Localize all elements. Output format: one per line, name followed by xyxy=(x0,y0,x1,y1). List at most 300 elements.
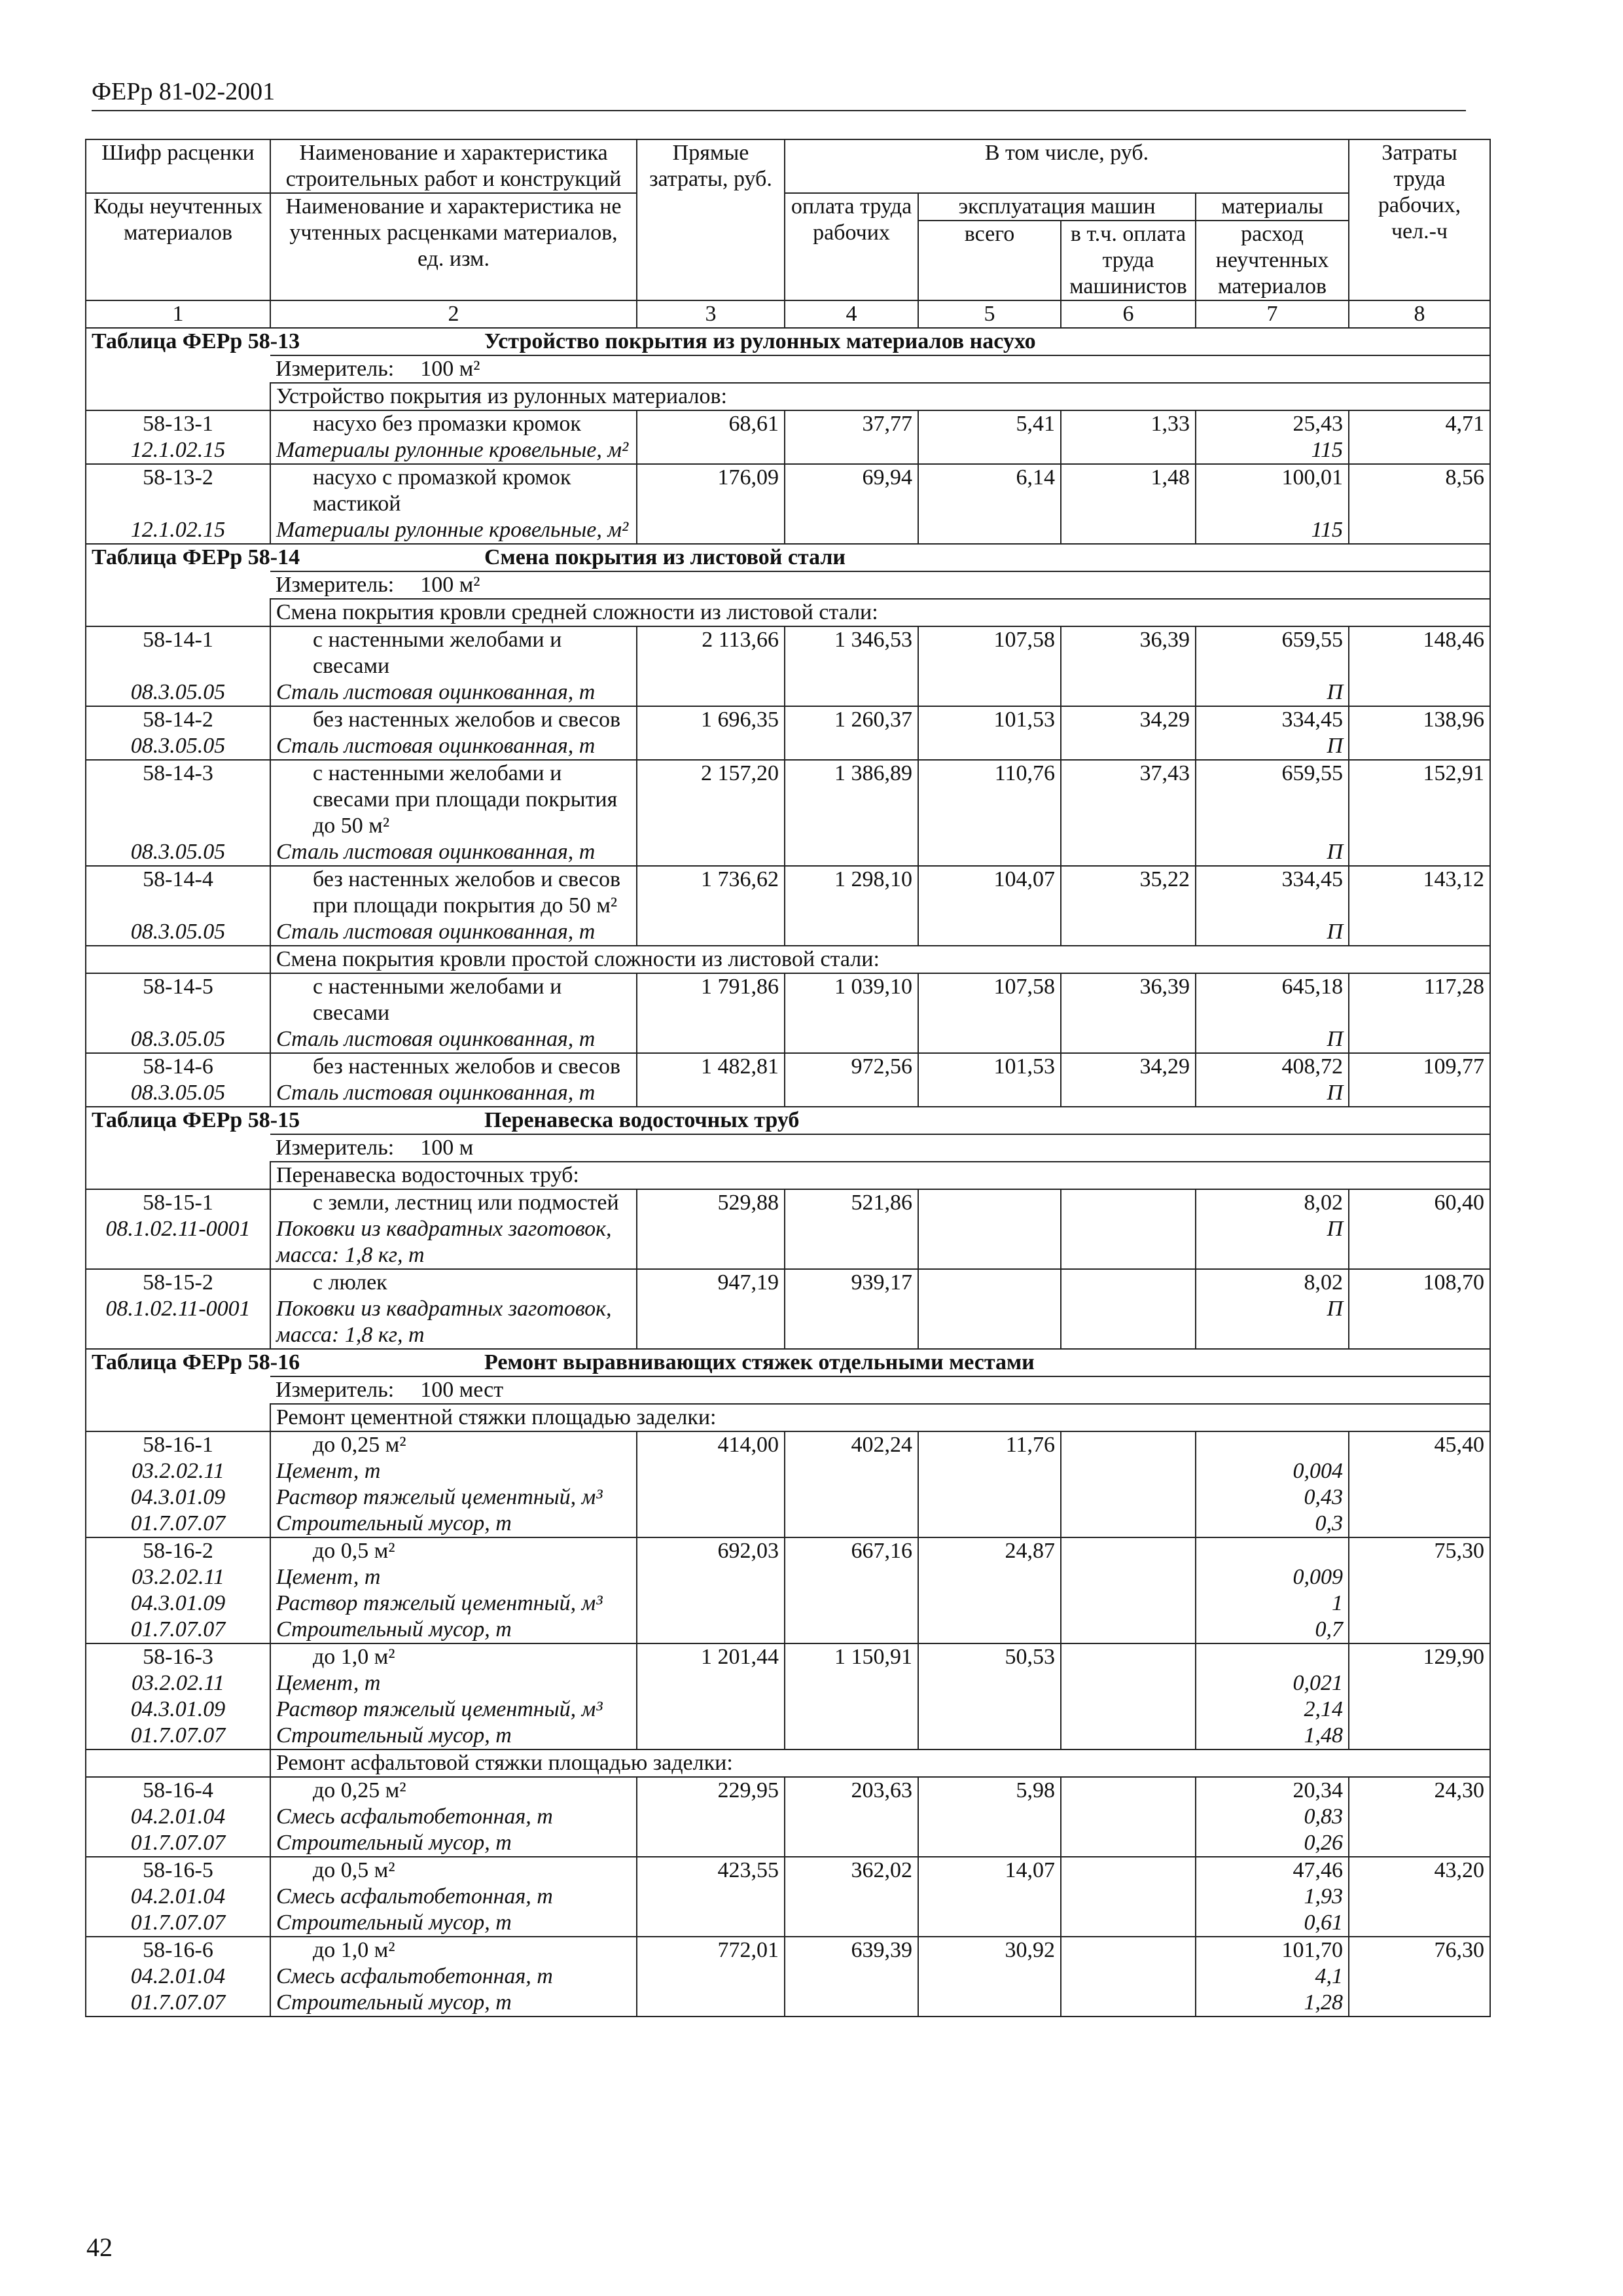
table-row xyxy=(86,1053,1490,1080)
empty-cell xyxy=(1349,1296,1490,1349)
empty-cell xyxy=(918,1564,1061,1590)
material-name: Сталь листовая оцинкованная, т xyxy=(270,679,637,706)
empty-cell xyxy=(1061,839,1196,866)
empty-cell xyxy=(918,1026,1061,1053)
material-amount: 0,3 xyxy=(1196,1511,1349,1537)
value-c7 xyxy=(1196,1537,1349,1564)
material-row xyxy=(86,1804,1490,1830)
table-title xyxy=(86,1349,1490,1376)
empty-cell xyxy=(918,679,1061,706)
empty-cell xyxy=(1349,1696,1490,1723)
value-c4: 1 039,10 xyxy=(785,973,918,1026)
empty-cell xyxy=(637,517,785,544)
empty-cell xyxy=(637,1484,785,1511)
empty-cell xyxy=(785,1484,918,1511)
material-name: Сталь листовая оцинкованная, т xyxy=(270,733,637,760)
material-code: 04.3.01.09 xyxy=(86,1696,270,1723)
material-row xyxy=(86,1990,1490,2017)
value-c5: 107,58 xyxy=(918,973,1061,1026)
value-c7: 408,72 xyxy=(1196,1053,1349,1080)
material-amount: 115 xyxy=(1196,437,1349,464)
material-amount: 1,48 xyxy=(1196,1723,1349,1749)
material-code: 03.2.02.11 xyxy=(86,1458,270,1484)
empty-cell xyxy=(637,1296,785,1349)
rate-name: насухо без промазки кромок xyxy=(270,410,637,437)
empty-cell xyxy=(785,1590,918,1617)
table-row xyxy=(86,706,1490,733)
value-c7: 8,02 xyxy=(1196,1189,1349,1216)
material-name: Смесь асфальтобетонная, т xyxy=(270,1804,637,1830)
empty-cell xyxy=(1349,437,1490,464)
header-rule xyxy=(92,110,1466,111)
value-c3: 176,09 xyxy=(637,464,785,517)
material-amount: 0,004 xyxy=(1196,1458,1349,1484)
empty-cell xyxy=(785,1564,918,1590)
table-title-code: Таблица ФЕРр 58-16 xyxy=(92,1350,300,1374)
value-c5: 14,07 xyxy=(918,1857,1061,1884)
material-row xyxy=(86,1723,1490,1749)
value-c8: 75,30 xyxy=(1349,1537,1490,1564)
empty-cell xyxy=(1061,1026,1196,1053)
page-number: 42 xyxy=(86,2233,113,2262)
value-c3: 1 696,35 xyxy=(637,706,785,733)
empty-cell xyxy=(918,1990,1061,2017)
value-c4: 1 386,89 xyxy=(785,760,918,839)
empty-cell xyxy=(918,1804,1061,1830)
value-c6 xyxy=(1061,1537,1196,1564)
material-row xyxy=(86,919,1490,946)
material-name: Строительный мусор, т xyxy=(270,1511,637,1537)
col-num: 4 xyxy=(785,300,918,328)
empty-cell xyxy=(918,1696,1061,1723)
table-title-code: Таблица ФЕРр 58-14 xyxy=(92,545,300,569)
material-row xyxy=(86,1484,1490,1511)
value-c7: 47,46 xyxy=(1196,1857,1349,1884)
empty-cell xyxy=(1061,1830,1196,1857)
col4-head: оплата труда рабочих xyxy=(785,193,918,300)
value-c3: 2 113,66 xyxy=(637,626,785,679)
empty-cell xyxy=(918,1670,1061,1696)
material-code: 04.2.01.04 xyxy=(86,1884,270,1910)
empty-cell xyxy=(1061,1564,1196,1590)
value-c4: 1 260,37 xyxy=(785,706,918,733)
value-c4: 203,63 xyxy=(785,1777,918,1804)
value-c7: 645,18 xyxy=(1196,973,1349,1026)
empty-cell xyxy=(637,1564,785,1590)
rate-code: 58-16-2 xyxy=(86,1537,270,1564)
rate-name: насухо с промазкой кромок мастикой xyxy=(270,464,637,517)
empty-cell xyxy=(1061,1910,1196,1937)
empty-cell xyxy=(637,1804,785,1830)
material-code: 08.3.05.05 xyxy=(86,733,270,760)
empty-cell xyxy=(637,679,785,706)
measure-cell xyxy=(270,355,1490,383)
empty-cell xyxy=(1061,1990,1196,2017)
empty-cell xyxy=(1349,1564,1490,1590)
value-c5: 24,87 xyxy=(918,1537,1061,1564)
measure-value: 100 м² xyxy=(420,357,480,381)
measure-spacer xyxy=(86,571,270,599)
col5-head: всего xyxy=(918,221,1061,300)
measure-value: 100 мест xyxy=(420,1378,504,1402)
empty-cell xyxy=(918,733,1061,760)
value-c5: 5,41 xyxy=(918,410,1061,437)
value-c5: 104,07 xyxy=(918,866,1061,919)
value-c5: 6,14 xyxy=(918,464,1061,517)
value-c7 xyxy=(1196,1431,1349,1458)
rate-name: до 0,5 м² xyxy=(270,1537,637,1564)
materials-head: материалы xyxy=(1196,193,1349,221)
material-amount: 0,009 xyxy=(1196,1564,1349,1590)
empty-cell xyxy=(1061,1511,1196,1537)
measure-cell xyxy=(270,1376,1490,1404)
value-c6: 1,48 xyxy=(1061,464,1196,517)
group-heading: Устройство покрытия из рулонных материалов: xyxy=(270,383,1490,410)
table-title-name: Устройство покрытия из рулонных материалов насухо xyxy=(484,329,1036,353)
material-amount: 2,14 xyxy=(1196,1696,1349,1723)
measure-spacer xyxy=(86,355,270,383)
material-code: 01.7.07.07 xyxy=(86,1617,270,1643)
measure-value: 100 м xyxy=(420,1136,474,1160)
empty-cell xyxy=(1349,1804,1490,1830)
value-c7: 334,45 xyxy=(1196,866,1349,919)
empty-cell xyxy=(785,839,918,866)
measure-value: 100 м² xyxy=(420,573,480,597)
material-amount: 1 xyxy=(1196,1590,1349,1617)
value-c5 xyxy=(918,1269,1061,1296)
value-c6 xyxy=(1061,1857,1196,1884)
material-row xyxy=(86,1511,1490,1537)
material-row xyxy=(86,517,1490,544)
rate-code: 58-13-1 xyxy=(86,410,270,437)
empty-cell xyxy=(1061,1216,1196,1269)
col1-head-bottom: Коды неучтенных материалов xyxy=(86,193,270,300)
value-c8: 24,30 xyxy=(1349,1777,1490,1804)
value-c8: 45,40 xyxy=(1349,1431,1490,1458)
rate-code: 58-16-4 xyxy=(86,1777,270,1804)
material-name: Смесь асфальтобетонная, т xyxy=(270,1884,637,1910)
material-row xyxy=(86,733,1490,760)
col-num: 1 xyxy=(86,300,270,328)
empty-cell xyxy=(918,1884,1061,1910)
table-title-code: Таблица ФЕРр 58-15 xyxy=(92,1108,300,1132)
col2-head-top: Наименование и характеристика строительных работ и конструкций xyxy=(270,139,637,193)
value-c5: 5,98 xyxy=(918,1777,1061,1804)
empty-cell xyxy=(785,1696,918,1723)
table-row xyxy=(86,1937,1490,1964)
material-row xyxy=(86,1617,1490,1643)
value-c4: 1 298,10 xyxy=(785,866,918,919)
material-name: Материалы рулонные кровельные, м² xyxy=(270,517,637,544)
empty-cell xyxy=(785,1990,918,2017)
value-c4: 939,17 xyxy=(785,1269,918,1296)
value-c6 xyxy=(1061,1431,1196,1458)
empty-cell xyxy=(785,1830,918,1857)
value-c8: 108,70 xyxy=(1349,1269,1490,1296)
value-c7: 8,02 xyxy=(1196,1269,1349,1296)
material-name: Раствор тяжелый цементный, м³ xyxy=(270,1484,637,1511)
empty-cell xyxy=(1061,1723,1196,1749)
material-amount: П xyxy=(1196,1026,1349,1053)
material-row xyxy=(86,1590,1490,1617)
group-spacer xyxy=(86,599,270,626)
empty-cell xyxy=(1349,1216,1490,1269)
empty-cell xyxy=(637,1696,785,1723)
measure-cell xyxy=(270,1134,1490,1162)
rate-name: без настенных желобов и свесов xyxy=(270,1053,637,1080)
empty-cell xyxy=(1061,1696,1196,1723)
rate-code: 58-15-1 xyxy=(86,1189,270,1216)
value-c5: 101,53 xyxy=(918,1053,1061,1080)
value-c4: 1 150,91 xyxy=(785,1643,918,1670)
empty-cell xyxy=(785,679,918,706)
rate-code: 58-16-1 xyxy=(86,1431,270,1458)
empty-cell xyxy=(637,1590,785,1617)
measure-label: Измеритель: xyxy=(276,1136,395,1160)
table-title-name: Ремонт выравнивающих стяжек отдельными местами xyxy=(484,1350,1035,1374)
empty-cell xyxy=(1349,919,1490,946)
value-c3: 947,19 xyxy=(637,1269,785,1296)
empty-cell xyxy=(637,1670,785,1696)
empty-cell xyxy=(918,1964,1061,1990)
empty-cell xyxy=(785,1884,918,1910)
value-c6: 36,39 xyxy=(1061,973,1196,1026)
empty-cell xyxy=(785,1617,918,1643)
empty-cell xyxy=(1349,839,1490,866)
rate-name: до 0,25 м² xyxy=(270,1431,637,1458)
empty-cell xyxy=(1061,1080,1196,1107)
value-c3: 772,01 xyxy=(637,1937,785,1964)
rate-code: 58-14-1 xyxy=(86,626,270,679)
measure-spacer xyxy=(86,1376,270,1404)
empty-cell xyxy=(918,1080,1061,1107)
empty-cell xyxy=(637,1026,785,1053)
empty-cell xyxy=(918,517,1061,544)
group-heading: Смена покрытия кровли средней сложности из листовой стали: xyxy=(270,599,1490,626)
material-code: 08.1.02.11-0001 xyxy=(86,1216,270,1269)
value-c3: 229,95 xyxy=(637,1777,785,1804)
rate-name: с настенными желобами и свесами xyxy=(270,626,637,679)
material-row xyxy=(86,1296,1490,1349)
material-name: Сталь листовая оцинкованная, т xyxy=(270,1080,637,1107)
material-code: 08.3.05.05 xyxy=(86,839,270,866)
empty-cell xyxy=(785,1670,918,1696)
empty-cell xyxy=(1061,517,1196,544)
material-name: Цемент, т xyxy=(270,1564,637,1590)
value-c8: 152,91 xyxy=(1349,760,1490,839)
table-title-name: Смена покрытия из листовой стали xyxy=(484,545,846,569)
material-row xyxy=(86,1458,1490,1484)
value-c6: 34,29 xyxy=(1061,1053,1196,1080)
value-c7: 659,55 xyxy=(1196,760,1349,839)
value-c7: 659,55 xyxy=(1196,626,1349,679)
empty-cell xyxy=(785,1964,918,1990)
material-row xyxy=(86,1080,1490,1107)
empty-cell xyxy=(1349,1458,1490,1484)
material-code: 04.2.01.04 xyxy=(86,1964,270,1990)
value-c3: 692,03 xyxy=(637,1537,785,1564)
material-amount: 1,28 xyxy=(1196,1990,1349,2017)
value-c6 xyxy=(1061,1643,1196,1670)
empty-cell xyxy=(785,517,918,544)
empty-cell xyxy=(918,1458,1061,1484)
group-spacer xyxy=(86,1749,270,1777)
material-code: 03.2.02.11 xyxy=(86,1564,270,1590)
empty-cell xyxy=(1061,733,1196,760)
material-amount: П xyxy=(1196,839,1349,866)
material-amount: 0,83 xyxy=(1196,1804,1349,1830)
empty-cell xyxy=(1061,919,1196,946)
value-c6: 35,22 xyxy=(1061,866,1196,919)
empty-cell xyxy=(1349,1026,1490,1053)
table-row xyxy=(86,1269,1490,1296)
empty-cell xyxy=(1349,1990,1490,2017)
empty-cell xyxy=(1349,1723,1490,1749)
material-amount: П xyxy=(1196,1080,1349,1107)
col-num: 2 xyxy=(270,300,637,328)
rate-name: с настенными желобами и свесами при площади покрытия до 50 м² xyxy=(270,760,637,839)
material-name: Строительный мусор, т xyxy=(270,1830,637,1857)
material-code: 04.3.01.09 xyxy=(86,1590,270,1617)
table-title xyxy=(86,544,1490,571)
value-c4: 362,02 xyxy=(785,1857,918,1884)
value-c8: 129,90 xyxy=(1349,1643,1490,1670)
material-amount: П xyxy=(1196,679,1349,706)
material-name: Сталь листовая оцинкованная, т xyxy=(270,839,637,866)
material-row xyxy=(86,437,1490,464)
value-c8: 138,96 xyxy=(1349,706,1490,733)
value-c4: 69,94 xyxy=(785,464,918,517)
empty-cell xyxy=(785,1723,918,1749)
value-c8: 4,71 xyxy=(1349,410,1490,437)
empty-cell xyxy=(785,1910,918,1937)
empty-cell xyxy=(637,1617,785,1643)
value-c8: 8,56 xyxy=(1349,464,1490,517)
empty-cell xyxy=(785,1216,918,1269)
empty-cell xyxy=(1349,1484,1490,1511)
empty-cell xyxy=(1061,437,1196,464)
col1-head-top: Шифр расценки xyxy=(86,139,270,193)
value-c6 xyxy=(1061,1189,1196,1216)
rate-name: до 0,25 м² xyxy=(270,1777,637,1804)
value-c5: 107,58 xyxy=(918,626,1061,679)
col2-head-bottom: Наименование и характеристика не учтенных расценками материалов, ед. изм. xyxy=(270,193,637,300)
measure-cell xyxy=(270,571,1490,599)
material-code: 12.1.02.15 xyxy=(86,517,270,544)
value-c8: 117,28 xyxy=(1349,973,1490,1026)
material-row xyxy=(86,1026,1490,1053)
value-c3: 414,00 xyxy=(637,1431,785,1458)
rates-table xyxy=(85,139,1491,2017)
empty-cell xyxy=(637,839,785,866)
material-amount: 4,1 xyxy=(1196,1964,1349,1990)
material-code: 08.3.05.05 xyxy=(86,1026,270,1053)
group-spacer xyxy=(86,946,270,973)
value-c7 xyxy=(1196,1643,1349,1670)
empty-cell xyxy=(637,1830,785,1857)
rate-code: 58-16-5 xyxy=(86,1857,270,1884)
group-heading: Перенавеска водосточных труб: xyxy=(270,1162,1490,1189)
empty-cell xyxy=(918,1617,1061,1643)
material-name: Раствор тяжелый цементный, м³ xyxy=(270,1696,637,1723)
value-c5: 30,92 xyxy=(918,1937,1061,1964)
material-row xyxy=(86,1910,1490,1937)
material-row xyxy=(86,1884,1490,1910)
value-c8: 109,77 xyxy=(1349,1053,1490,1080)
empty-cell xyxy=(1061,1884,1196,1910)
empty-cell xyxy=(918,919,1061,946)
value-c5: 101,53 xyxy=(918,706,1061,733)
empty-cell xyxy=(785,1511,918,1537)
group-spacer xyxy=(86,1404,270,1431)
material-amount: 0,61 xyxy=(1196,1910,1349,1937)
value-c7: 101,70 xyxy=(1196,1937,1349,1964)
empty-cell xyxy=(918,839,1061,866)
empty-cell xyxy=(637,1723,785,1749)
col-num: 7 xyxy=(1196,300,1349,328)
material-amount: П xyxy=(1196,733,1349,760)
empty-cell xyxy=(637,1910,785,1937)
rate-code: 58-14-4 xyxy=(86,866,270,919)
empty-cell xyxy=(637,919,785,946)
material-name: Строительный мусор, т xyxy=(270,1617,637,1643)
rate-name: с настенными желобами и свесами xyxy=(270,973,637,1026)
value-c4: 639,39 xyxy=(785,1937,918,1964)
material-code: 01.7.07.07 xyxy=(86,1511,270,1537)
col-num: 8 xyxy=(1349,300,1490,328)
material-code: 08.3.05.05 xyxy=(86,679,270,706)
value-c3: 1 201,44 xyxy=(637,1643,785,1670)
col8-head: Затраты труда рабочих, чел.-ч xyxy=(1349,139,1490,300)
rate-name: до 0,5 м² xyxy=(270,1857,637,1884)
empty-cell xyxy=(1349,1617,1490,1643)
material-name: Цемент, т xyxy=(270,1458,637,1484)
value-c3: 423,55 xyxy=(637,1857,785,1884)
empty-cell xyxy=(637,733,785,760)
material-code: 01.7.07.07 xyxy=(86,1910,270,1937)
value-c5: 110,76 xyxy=(918,760,1061,839)
empty-cell xyxy=(918,1590,1061,1617)
empty-cell xyxy=(1061,1804,1196,1830)
table-row xyxy=(86,1189,1490,1216)
value-c6 xyxy=(1061,1937,1196,1964)
group-heading: Ремонт асфальтовой стяжки площадью заделки: xyxy=(270,1749,1490,1777)
page-header: ФЕРр 81-02-2001 xyxy=(92,78,276,105)
value-c3: 1 736,62 xyxy=(637,866,785,919)
table-row xyxy=(86,973,1490,1026)
table-row xyxy=(86,1857,1490,1884)
col-num: 3 xyxy=(637,300,785,328)
material-amount: П xyxy=(1196,919,1349,946)
material-row xyxy=(86,1830,1490,1857)
value-c7: 20,34 xyxy=(1196,1777,1349,1804)
material-code: 01.7.07.07 xyxy=(86,1723,270,1749)
value-c6: 36,39 xyxy=(1061,626,1196,679)
material-amount: 115 xyxy=(1196,517,1349,544)
empty-cell xyxy=(1349,1910,1490,1937)
empty-cell xyxy=(785,1026,918,1053)
material-code: 01.7.07.07 xyxy=(86,1830,270,1857)
table-row xyxy=(86,1431,1490,1458)
value-c3: 529,88 xyxy=(637,1189,785,1216)
value-c6: 37,43 xyxy=(1061,760,1196,839)
material-name: Строительный мусор, т xyxy=(270,1723,637,1749)
value-c4: 1 346,53 xyxy=(785,626,918,679)
table-title xyxy=(86,1107,1490,1134)
value-c3: 2 157,20 xyxy=(637,760,785,839)
col7-head: расход неучтенных материалов xyxy=(1196,221,1349,300)
material-name: Сталь листовая оцинкованная, т xyxy=(270,1026,637,1053)
